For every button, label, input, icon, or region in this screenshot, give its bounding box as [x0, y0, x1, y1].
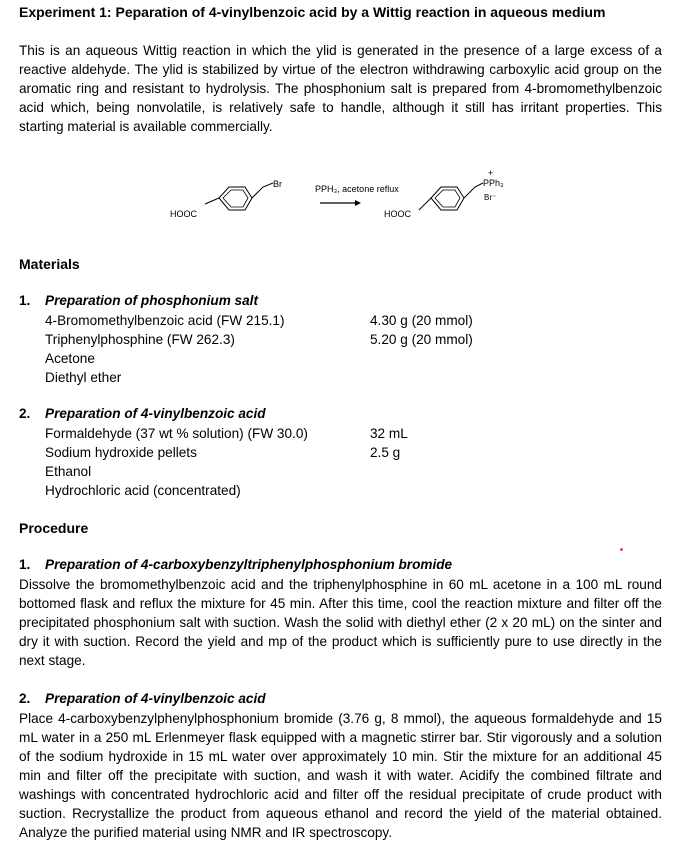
intro-paragraph: This is an aqueous Wittig reaction in which the ylid is generated in the presence of a large excess of a reactive aldehyde. The ylid is stabilized by virtue of the electron withdrawing carboxylic acid group on the aromatic ring and resistant to hydrolysis. The phosphonium salt is prepared from 4-bromomethylbenzoic acid which, being nonvolatile, is relatively safe to handle, although it still has irritant properties. This starting material is available commercially.	[19, 43, 662, 134]
material-amount: 4.30 g (20 mmol)	[370, 313, 473, 328]
reactant-br-label: Br	[273, 179, 282, 189]
material-amount: 5.20 g (20 mmol)	[370, 332, 473, 347]
material-name: 4-Bromomethylbenzoic acid (FW 215.1)	[45, 313, 285, 328]
procedure-step-2-title: 2. Preparation of 4-vinylbenzoic acid	[19, 691, 266, 706]
procedure-step-1-title: 1. Preparation of 4-carboxybenzyltriphenylphosphonium bromide	[19, 557, 453, 572]
procedure-heading: Procedure	[19, 520, 89, 536]
product-pph3-label: PPh₃	[483, 178, 504, 188]
stray-mark	[620, 548, 623, 551]
reaction-arrow	[315, 184, 399, 206]
reaction-scheme	[165, 165, 525, 235]
material-name: Sodium hydroxide pellets	[45, 445, 197, 460]
material-name: Acetone	[45, 351, 95, 366]
reactant-structure	[170, 179, 282, 219]
product-plus-label: +	[488, 168, 494, 178]
materials-section-1-title: 1. Preparation of phosphonium salt	[19, 293, 258, 308]
product-cooh-label: HOOC	[384, 209, 411, 219]
product-structure	[384, 168, 504, 219]
reagents-label: PPH₃, acetone reflux	[315, 184, 399, 194]
material-amount: 2.5 g	[370, 445, 401, 460]
materials-section-2-title: 2. Preparation of 4-vinylbenzoic acid	[19, 406, 266, 421]
product-br-label: Br⁻	[484, 193, 497, 202]
procedure-step-1-text: Dissolve the bromomethylbenzoic acid and the triphenylphosphine in 60 mL acetone in a 100 mL round bottomed flask and reflux the mixture for 45 min. After this time, cool the reaction mixture and filter off the precipitated phosphonium salt with suction. Wash the solid with diethyl ether (2 x 20 mL) on the sinter and dry it with suction. Record the yield and mp of the product which is sufficiently pure to use directly in the next stage.	[19, 577, 662, 668]
materials-heading: Materials	[19, 256, 80, 272]
material-name: Hydrochloric acid (concentrated)	[45, 483, 241, 498]
material-name: Triphenylphosphine (FW 262.3)	[45, 332, 235, 347]
material-amount: 32 mL	[370, 426, 408, 441]
procedure-step-2-text: Place 4-carboxybenzylphenylphosphonium bromide (3.76 g, 8 mmol), the aqueous formaldehyde and 15 mL water in a 250 mL Erlenmeyer flask equipped with a magnetic stirrer bar. Stir vigorously and a solution of the sodium hydroxide in 15 mL water over approximately 10 min. Stir the mixture for an additional 45 min and filter off the precipitate with suction, and wash it with water. Acidify the combined filtrate and washings with concentrated hydrochloric acid and filter off the residual precipitate of crude product with suction. Recrystallize the product from aqueous ethanol and record the yield of the material obtained. Analyze the purified material using NMR and IR spectroscopy.	[19, 711, 662, 840]
reactant-cooh-label: HOOC	[170, 209, 197, 219]
document-title: Experiment 1: Peparation of 4-vinylbenzoic acid by a Wittig reaction in aqueous medium	[19, 4, 606, 20]
material-name: Ethanol	[45, 464, 92, 479]
material-name: Diethyl ether	[45, 370, 122, 385]
material-name: Formaldehyde (37 wt % solution) (FW 30.0)	[45, 426, 308, 441]
